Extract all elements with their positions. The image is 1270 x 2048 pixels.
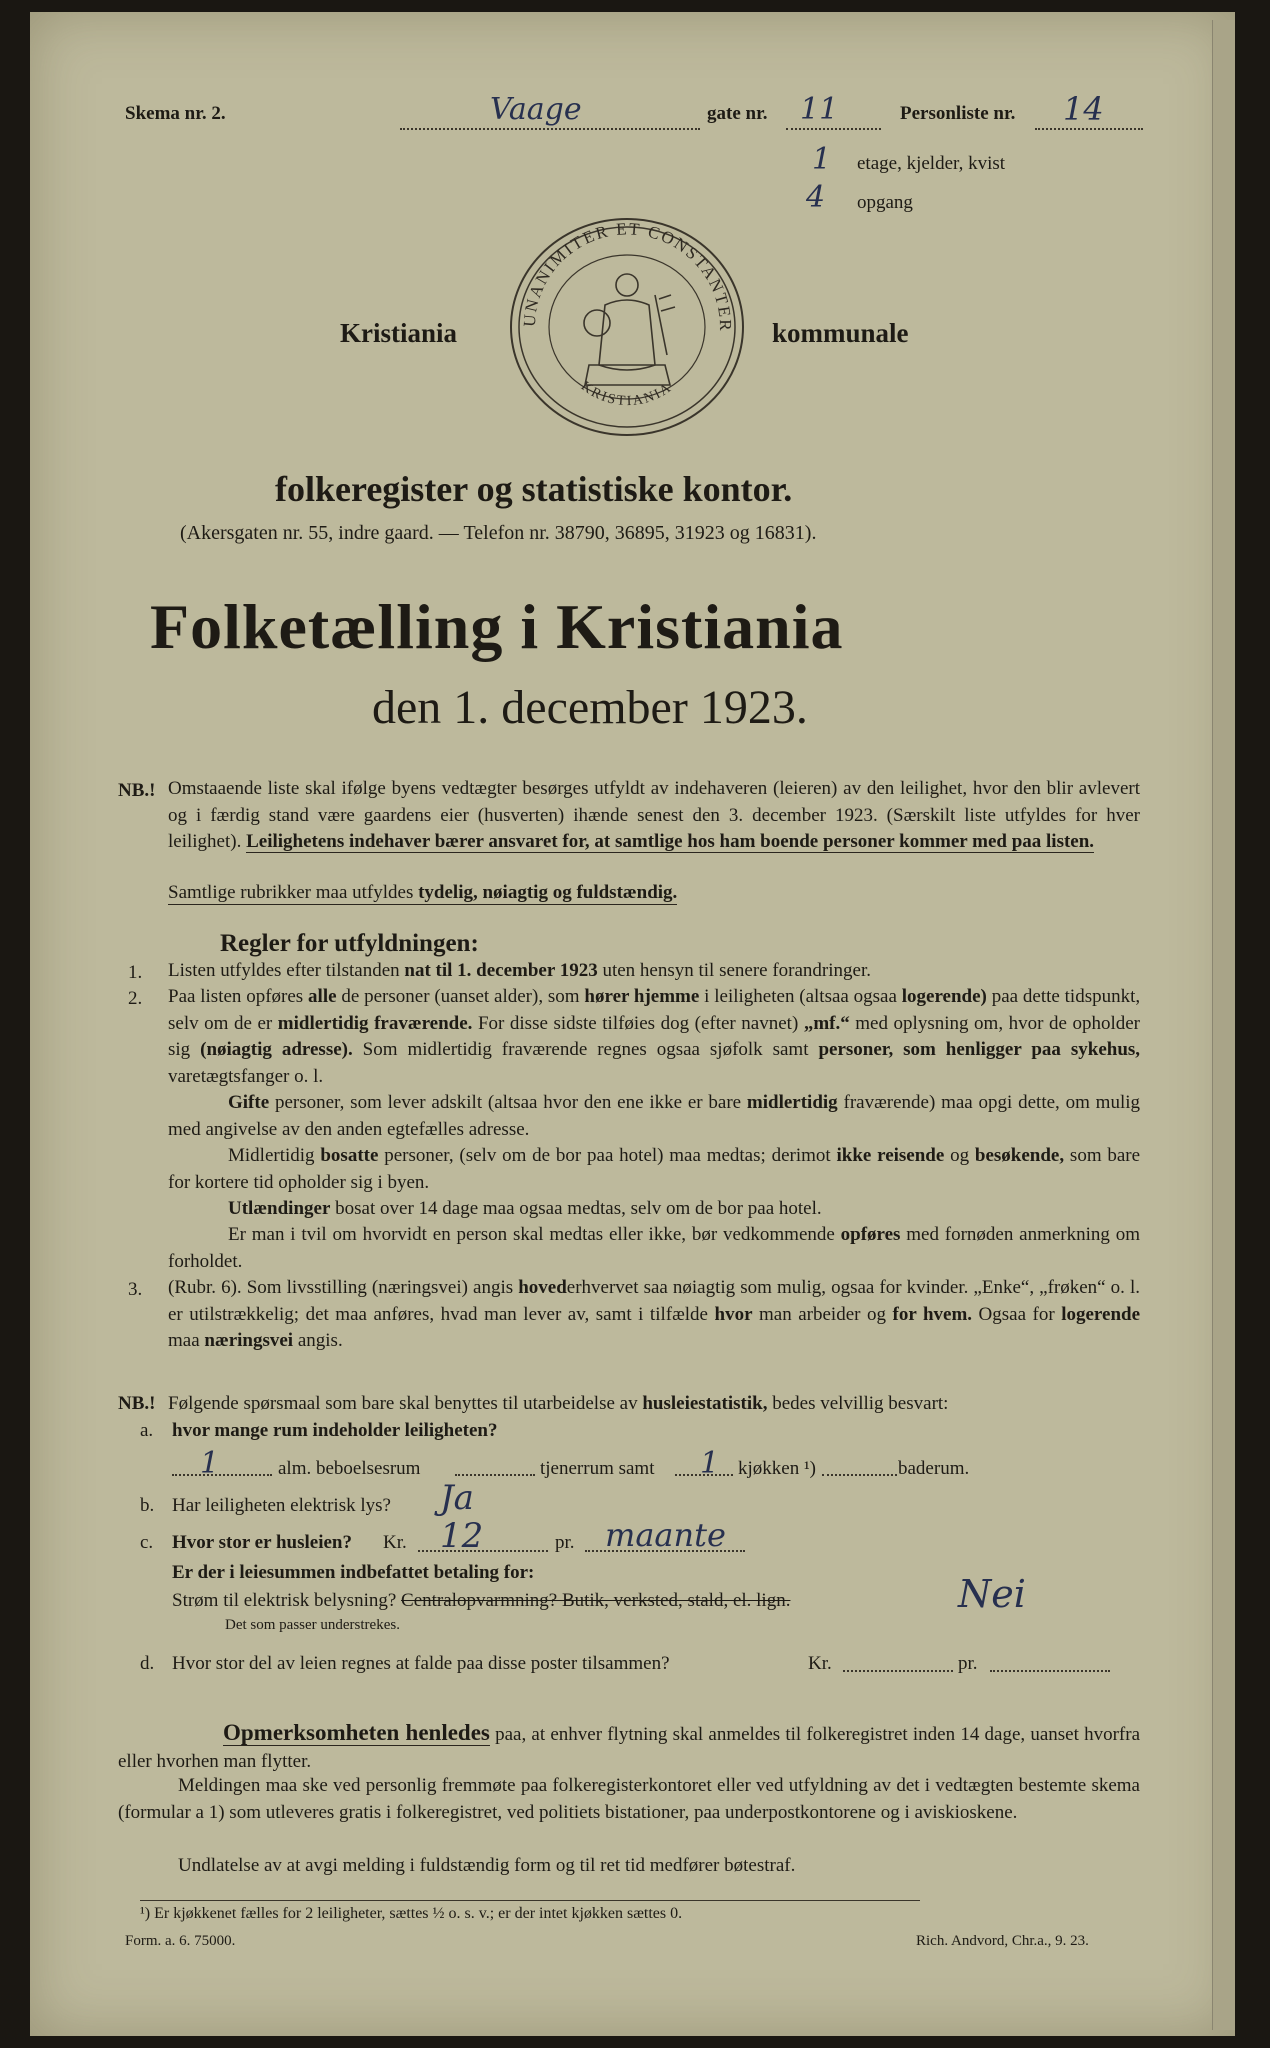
nb2-label: NB.!	[118, 1393, 156, 1414]
d-pr-label: pr.	[958, 1653, 978, 1674]
notice-paragraph-3: Undlatelse av at avgi melding i fuldstændig form og til ret tid medfører bøtestraf.	[178, 1855, 796, 1876]
notice-paragraph-1: Opmerksomheten henledes paa, at enhver flytning skal anmeldes til folkeregistret inden 14 dage, uanset hvorfra eller hvorhen man flytter.	[118, 1720, 1141, 1772]
d-kr-label: Kr.	[808, 1653, 832, 1674]
skema-number: Skema nr. 2.	[125, 103, 226, 124]
included-question: Er der i leiesummen indbefattet betaling for:	[172, 1562, 535, 1583]
street-name-handwriting: Vaage	[490, 92, 582, 127]
nb1-line2: Samtlige rubrikker maa utfyldes tydelig, nøiagtig og fuldstændig.	[168, 882, 678, 903]
rule-gifte: Gifte personer, som lever adskilt (altsaa hvor den ene ikke er bare midlertidig fraværende) maa opgi dette, om mulig med angivelse av den anden egtefælles adresse.	[168, 1092, 1141, 1140]
included-answer-handwriting: Nei	[958, 1572, 1026, 1616]
d-period-line	[990, 1670, 1110, 1672]
q-d-question: Hvor stor del av leien regnes at falde paa disse poster tilsammen?	[172, 1653, 670, 1674]
gate-line	[786, 128, 881, 130]
gate-number-handwriting: 11	[800, 92, 839, 127]
rule-bosatte: Midlertidig bosatte personer, (selv om de bor paa hotel) maa medtas; derimot ikke reisende og besøkende, som bare for kortere tid opholder sig i byen.	[168, 1145, 1141, 1193]
notice-paragraph-2: Meldingen maa ske ved personlig fremmøte paa folkeregisterkontoret eller ved utfyldning av det i vedtægten bestemte skema (formular a 1) som utleveres gratis i folkeregistret, ved politiets bistationer, paa underpostkontorene og i aviskioskene.	[118, 1775, 1140, 1823]
rule-tvil: Er man i tvil om hvorvidt en person skal medtas eller ikke, bør vedkommende opføres med fornøden anmerkning om forholdet.	[168, 1224, 1140, 1272]
d-amount-line	[843, 1670, 953, 1672]
nb1-label: NB.!	[118, 780, 156, 801]
personliste-number-handwriting: 14	[1063, 90, 1104, 128]
street-line	[400, 128, 700, 130]
q-b-question: Har leiligheten elektrisk lys?	[172, 1495, 391, 1516]
tjenerrum-label: tjenerrum samt	[540, 1458, 655, 1479]
personliste-line	[1035, 128, 1143, 130]
nb2-intro: Følgende spørsmaal som bare skal benyttes til utarbeidelse av husleiestatistik, bedes velvillig besvart:	[168, 1393, 949, 1414]
q-a-question: hvor mange rum indeholder leiligheten?	[172, 1420, 498, 1441]
rule1-text: Listen utfyldes efter tilstanden nat til 1. december 1923 uten hensyn til senere forandringer.	[168, 960, 872, 981]
seal-city-text: KRISTIANIA	[578, 378, 676, 410]
q-c-label: c.	[140, 1532, 154, 1553]
office-right-word: kommunale	[772, 318, 909, 348]
kjokken-count-handwriting: 1	[700, 1446, 720, 1481]
kristiania-seal	[505, 215, 750, 440]
rule1-number: 1.	[128, 962, 143, 983]
rent-pr-label: pr.	[555, 1532, 575, 1553]
electric-light-answer: Ja	[440, 1478, 474, 1518]
baderum-line	[822, 1474, 897, 1476]
rent-kr-label: Kr.	[383, 1532, 407, 1553]
office-address: (Akersgaten nr. 55, indre gaard. — Telefon nr. 38790, 36895, 31923 og 16831).	[180, 522, 817, 544]
form-number: Form. a. 6. 75000.	[125, 1933, 236, 1949]
rule2-text: Paa listen opføres alle de personer (uanset alder), som hører hjemme i leiligheten (altsaa ogsaa logerende) paa dette tidspunkt, selv om de er midlertidig fraværende. For disse sidste tilføies dog (efter navnet) „mf.“ med oplysning om, hvor de opholder sig (nøiagtig adresse). Som midlertidig fraværende regnes ogsaa sjøfolk samt personer, som henligger paa sykehus, varetægtsfanger o. l.	[168, 986, 1141, 1087]
rum-line	[172, 1474, 272, 1476]
rule3-number: 3.	[128, 1279, 143, 1300]
rule3-text: (Rubr. 6). Som livsstilling (næringsvei) angis hovederhvervet saa nøiagtig som mulig, ogsaa for kvinder. „Enke“, „frøken“ o. l. er utilstrækkelig; det maa anføres, hvad man lever av, samt i tilfælde hvor man arbeider og for hvem. Ogsaa for logerende maa næringsvei angis.	[168, 1277, 1141, 1351]
footnote-rule	[140, 1900, 920, 1901]
opgang-handwriting: 4	[806, 180, 826, 215]
etage-handwriting: 1	[812, 142, 832, 177]
underlying-sheet-edge	[1212, 20, 1235, 2030]
census-date: den 1. december 1923.	[372, 681, 808, 734]
opgang-label: opgang	[857, 192, 913, 213]
office-name: folkeregister og statistiske kontor.	[275, 469, 793, 509]
included-options: Strøm til elektrisk belysning? Centralopvarmning? Butik, verksted, stald, el. lign.	[172, 1590, 791, 1611]
baderum-label: baderum.	[898, 1458, 970, 1479]
gate-label: gate nr.	[707, 103, 768, 124]
kjokken-label: kjøkken ¹)	[738, 1458, 816, 1479]
nb1-paragraph: Omstaaende liste skal ifølge byens vedtægter besørges utfyldt av indehaveren (leieren) av den leilighet, hvor den blir avlevert og i færdig stand være gaardens eier (husverten) ihænde senest den 3. december 1923. (Særskilt liste utfyldes for hver leilighet). Leilighetens indehaver bærer ansvaret for, at samtlige hos ham boende personer kommer med paa listen.	[168, 778, 1140, 852]
tjenerrum-line	[455, 1474, 535, 1476]
rent-period-handwriting: maante	[605, 1516, 726, 1554]
seal-ring-text: UNANIMITER ET CONSTANTER	[519, 219, 736, 333]
etage-label: etage, kjelder, kvist	[857, 153, 1006, 174]
rent-amount-handwriting: 12	[440, 1516, 484, 1556]
office-left-word: Kristiania	[340, 318, 458, 348]
q-b-label: b.	[140, 1495, 155, 1516]
q-d-label: d.	[140, 1653, 155, 1674]
rules-heading: Regler for utfyldningen:	[220, 930, 479, 957]
printer-credit: Rich. Andvord, Chr.a., 9. 23.	[916, 1933, 1089, 1949]
nb1-responsibility: Leilighetens indehaver bærer ansvaret for, at samtlige hos ham boende personer kommer med paa listen.	[246, 831, 1095, 852]
census-title: Folketælling i Kristiania	[150, 591, 844, 662]
footnote-text: ¹) Er kjøkkenet fælles for 2 leiligheter, sættes ½ o. s. v.; er der intet kjøkken sættes 0.	[140, 1905, 683, 1922]
rum-label: alm. beboelsesrum	[278, 1458, 421, 1479]
q-a-label: a.	[140, 1420, 154, 1441]
rule2-number: 2.	[128, 988, 143, 1009]
underline-instruction: Det som passer understrekes.	[225, 1617, 400, 1633]
personliste-label: Personliste nr.	[900, 103, 1016, 124]
rule-utlaendinger: Utlændinger bosat over 14 dage maa ogsaa medtas, selv om de bor paa hotel.	[228, 1198, 822, 1219]
q-c-question: Hvor stor er husleien?	[172, 1532, 352, 1553]
rum-count-handwriting: 1	[200, 1446, 220, 1481]
